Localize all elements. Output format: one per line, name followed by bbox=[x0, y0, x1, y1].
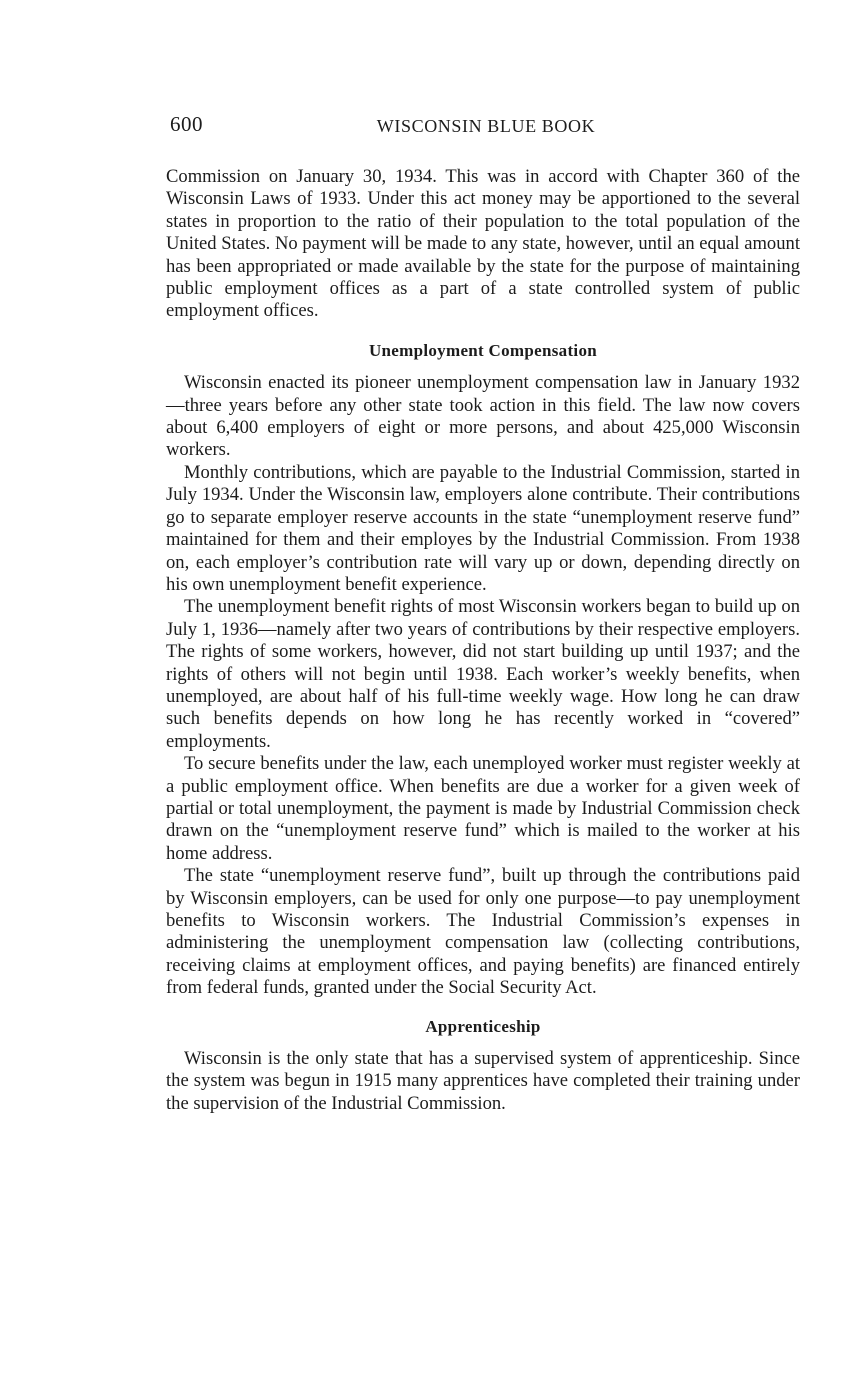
intro-paragraph: Commission on January 30, 1934. This was in accord with Chapter 360 of the Wisconsin Laws of 1933. Under this act money may be apportioned to the several states in proportion to the ratio of their population to the total population of the United States. No payment will be made to any state, however, until an equal amount has been appropriated or made available by the state for the purpose of maintaining public employment offices as a part of a state controlled system of public employment offices. bbox=[166, 166, 800, 322]
page-number: 600 bbox=[170, 112, 203, 136]
paragraph: To secure benefits under the law, each unemployed worker must register weekly at a public employment office. When benefits are due a worker for a given week of partial or total unemployment, the payment is made by Industrial Commission check drawn on the “unemployment reserve fund” which is mailed to the worker at his home address. bbox=[166, 753, 800, 864]
book-title: WISCONSIN BLUE BOOK bbox=[376, 116, 596, 136]
paragraph: Monthly contributions, which are payable to the Industrial Commission, started in July 1934. Under the Wisconsin law, employers alone contribute. Their contributions go to separate employer reserve accounts in the state “unemployment reserve fund” maintained for them and their employes by the Industrial Commission. From 1938 on, each employer’s contribution rate will vary up or down, depending directly on his own unemployment benefit experience. bbox=[166, 461, 800, 595]
paragraph: Wisconsin enacted its pioneer unemployment compensation law in January 1932—three years before any other state took action in this field. The law now covers about 6,400 employers of eight or more persons, and about 425,000 Wisconsin workers. bbox=[166, 372, 800, 461]
paragraph: The state “unemployment reserve fund”, built up through the contributions paid by Wisconsin employers, can be used for only one purpose—to pay unemployment benefits to Wisconsin workers. The Industrial Commission’s expenses in administering the unemployment compensation law (collecting contributions, receiving claims at employment offices, and paying benefits) are financed entirely from federal funds, granted under the Social Security Act. bbox=[166, 865, 800, 999]
paragraph: Wisconsin is the only state that has a supervised system of apprenticeship. Since the system was begun in 1915 many apprentices have completed their training under the supervision of the Industrial Commission. bbox=[166, 1048, 800, 1114]
paragraph: The unemployment benefit rights of most Wisconsin workers began to build up on July 1, 1936—namely after two years of contributions by their respective employers. The rights of some workers, however, did not start building up until 1937; and the rights of others will not begin until 1938. Each worker’s weekly benefits, when unemployed, are about half of his full-time weekly wage. How long he can draw such benefits depends on how long he has recently worked in “covered” employments. bbox=[166, 596, 800, 752]
body-text bbox=[166, 166, 800, 1115]
running-head bbox=[170, 112, 802, 142]
section-heading-apprenticeship: Apprenticeship bbox=[425, 1016, 541, 1036]
section-heading-unemployment-compensation: Unemployment Compensation bbox=[368, 340, 598, 360]
